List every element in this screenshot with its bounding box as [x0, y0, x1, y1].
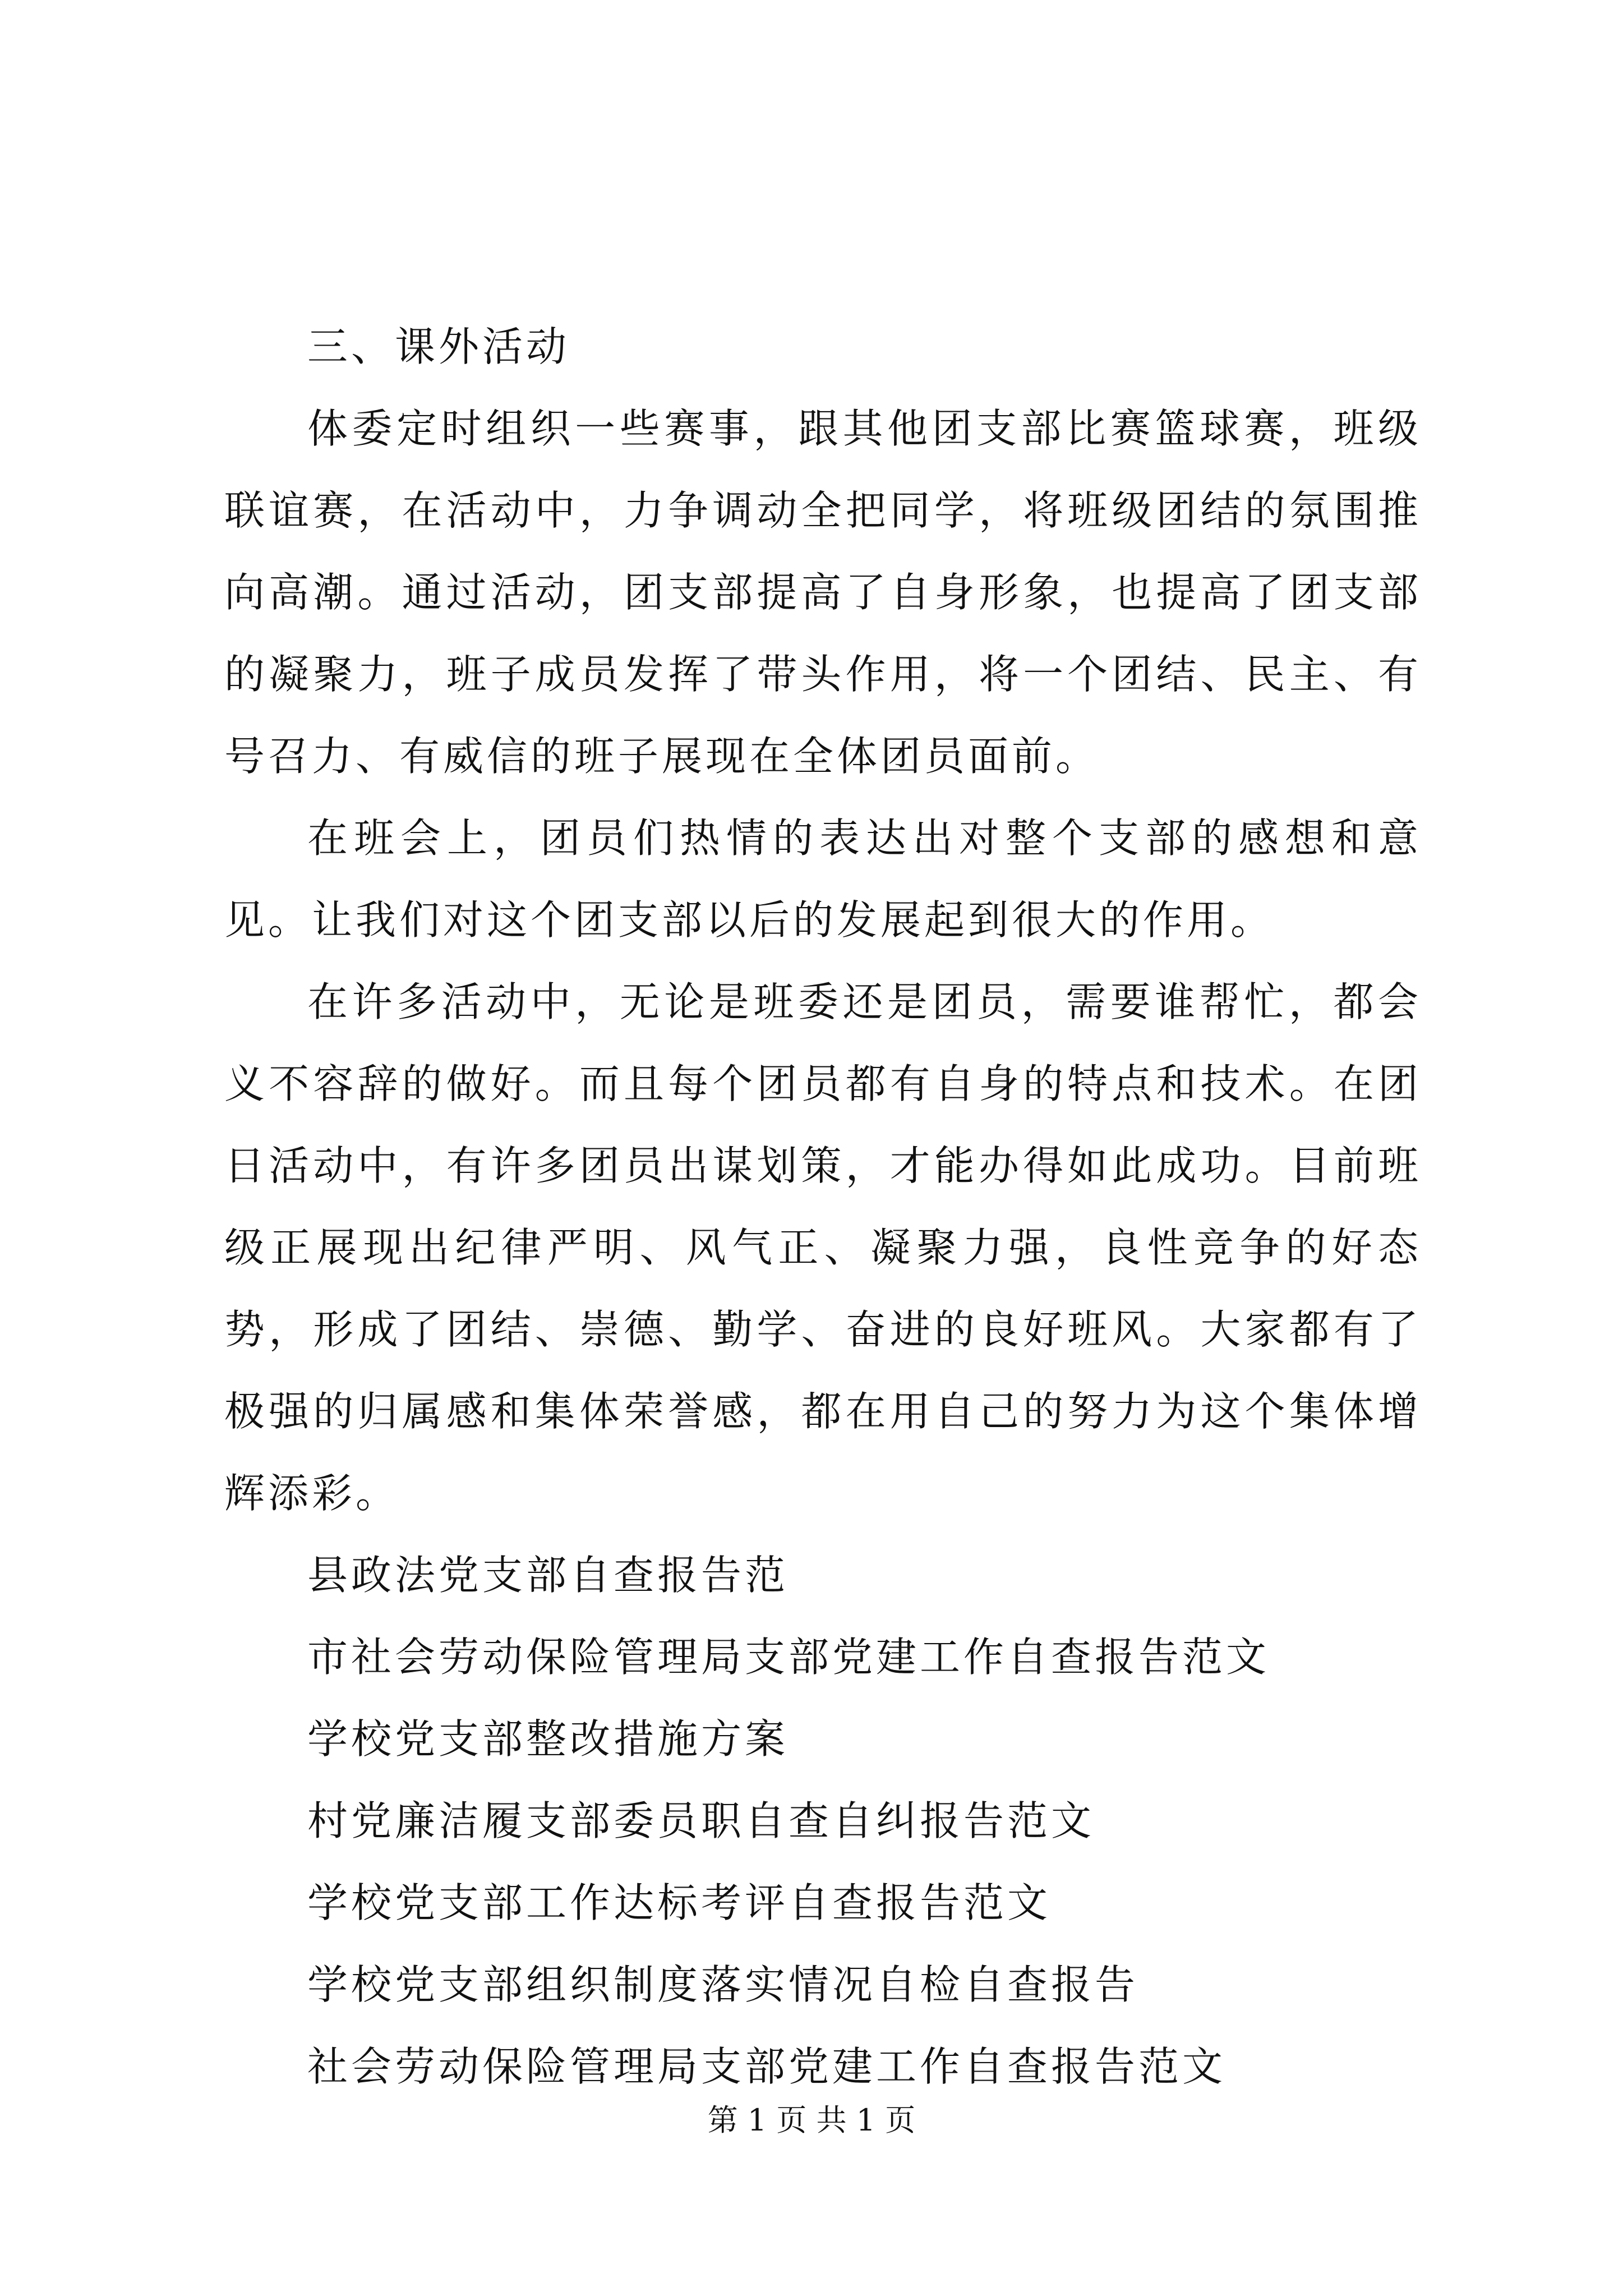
related-link[interactable]: 学校党支部工作达标考评自查报告范文	[307, 1879, 1052, 1926]
related-links-list	[224, 1534, 1422, 2108]
document-body	[224, 306, 1422, 2108]
related-link[interactable]: 学校党支部组织制度落实情况自检自查报告	[307, 1961, 1139, 2008]
section-heading: 三、课外活动	[307, 323, 570, 370]
related-link[interactable]: 学校党支部整改措施方案	[307, 1715, 789, 1763]
paragraph-activities: 体委定时组织一些赛事，跟其他团支部比赛篮球赛，班级联谊赛，在活动中，力争调动全把同学，将班级团结的氛围推向高潮。通过活动，团支部提高了自身形象，也提高了团支部的凝聚力，班子成员发挥了带头作用，将一个团结、民主、有号召力、有威信的班子展现在全体团员面前。	[224, 405, 1422, 780]
paragraph-teamwork: 在许多活动中，无论是班委还是团员，需要谁帮忙，都会义不容辞的做好。而且每个团员都有自身的特点和技术。在团日活动中，有许多团员出谋划策，才能办得如此成功。目前班级正展现出纪律严明、风气正、凝聚力强，良性竞争的好态势，形成了团结、崇德、勤学、奋进的良好班风。大家都有了极强的归属感和集体荣誉感，都在用自己的努力为这个集体增辉添彩。	[224, 978, 1422, 1517]
page-footer: 第 1 页 共 1 页	[707, 2102, 916, 2138]
paragraph-class-meeting: 在班会上，团员们热情的表达出对整个支部的感想和意见。让我们对这个团支部以后的发展起到很大的作用。	[224, 815, 1422, 944]
related-link[interactable]: 市社会劳动保险管理局支部党建工作自查报告范文	[307, 1634, 1270, 1681]
related-link[interactable]: 县政法党支部自查报告范	[307, 1552, 789, 1599]
related-link[interactable]: 村党廉洁履支部委员职自查自纠报告范文	[307, 1797, 1095, 1844]
related-link[interactable]: 社会劳动保险管理局支部党建工作自查报告范文	[307, 2043, 1227, 2090]
